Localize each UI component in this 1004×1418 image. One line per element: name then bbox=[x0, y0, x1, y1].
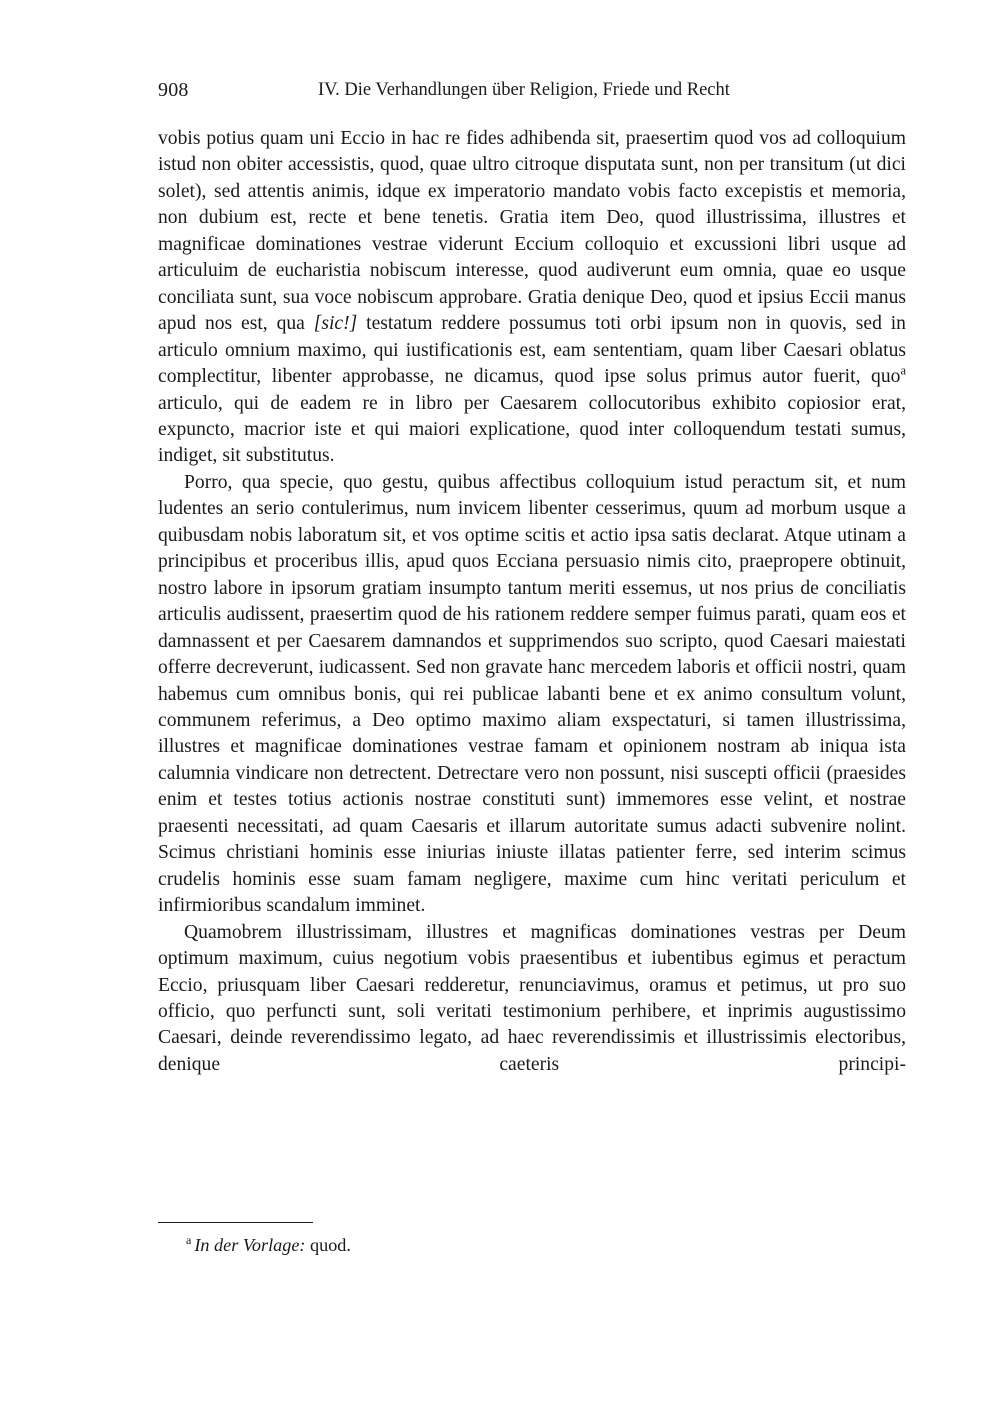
running-title: IV. Die Verhandlungen über Religion, Friede und Recht bbox=[318, 80, 730, 100]
footnote-text: quod. bbox=[305, 1235, 351, 1255]
footnote-item-a bbox=[158, 1233, 906, 1258]
paragraph-1-text-after-note: articulo, qui de eadem re in libro per Caesarem collocutoribus exhibito copiosior erat, expuncto, macrior iste et qui maiori explicatione, quod inter colloquendum testati sumus, indiget, sit substitutus. bbox=[158, 392, 906, 467]
footnote-reference-a[interactable]: a bbox=[900, 363, 906, 378]
paragraph-3: Quamobrem illustrissimam, illustres et magnificas dominationes vestras per Deum optimum maximum, cuius negotium vobis praesentibus et iubentibus egimus et peractum Eccio, priusquam liber Caesari redderetur, renunciavimus, oramus et petimus, ut pro suo officio, quo perfuncti sunt, soli veritati testimonium perhibere, et inprimis augustissimo Caesari, deinde reverendissimo legato, ad haec reverendissimis et illustrissimis electoribus, denique caeteris principi- bbox=[158, 921, 906, 1075]
paragraph-1-text-before-sic: vobis potius quam uni Eccio in hac re fides adhibenda sit, praesertim quod vos ad colloquium istud non obiter accessistis, quod, quae ultro citroque disputata sunt, non per transitum (ut dici solet), sed attentis animis, idque ex imperatorio mandato vobis facto excepistis et memoria, non dubium est, recte et bene tenetis. Gratia item Deo, quod illustrissima, illustres et magnificae dominationes vestrae viderunt Eccium colloquio et excussioni libri usque ad articuluim de eucharistia nobiscum interesse, quod audiverunt eum omnia, quae eo usque conciliata sunt, sua voce nobiscum approbare. Gratia denique Deo, quod et ipsius Eccii manus apud nos est, qua bbox=[158, 128, 906, 335]
paragraph-1-text-after-sic: testatum reddere possumus toti orbi ipsum non in quovis, sed in articulo omnium maximo, qui iustificationis est, eam sententiam, quam liber Caesari oblatus complectitur, libenter approbasse, ne dicamus, quod ipse solus primus autor fuerit, quo bbox=[158, 313, 906, 388]
sic-marker: [sic!] bbox=[313, 313, 358, 335]
footnote-apparatus bbox=[158, 1222, 906, 1258]
footnote-lemma: In der Vorlage: bbox=[194, 1235, 306, 1255]
page-number: 908 bbox=[158, 79, 189, 101]
footnote-marker-a: a bbox=[186, 1232, 192, 1247]
body-text-block bbox=[158, 126, 906, 1078]
paragraph-2: Porro, qua specie, quo gestu, quibus affectibus colloquium istud peractum sit, et num ludentes an serio contulerimus, num invicem libenter cesserimus, quum ad morbum usque a quibusdam nobis laboratum sit, et vos optime scitis et actio ipsa satis declarat. Atque utinam a principibus et proceribus illis, apud quos Ecciana persuasio nimis cito, praepropere obtinuit, nostro labore in ipsorum gratiam insumpto tantum meriti essemus, ut nos prius de conciliatis articulis audissent, praesertim quod de his rationem reddere semper fuimus parati, quam eos et damnassent et per Caesarem damnandos et supprimendos suo scripto, quod Caesari maiestati offerre decreverunt, iudicassent. Sed non gravate hanc mercedem laboris et officii nostri, quam habemus cum omnibus bonis, qui rei publicae labanti bene et ex animo consultum volunt, communem referimus, a Deo optimo maximo aliam exspectaturi, si tamen illustrissima, illustres et magnificae dominationes vestrae famam et opinionem nostram ab iniqua ista calumnia vindicare non detrectent. Detrectare vero non possunt, nisi suscepti officii (praesides enim et testes totius actionis nostrae constituti sunt) immemores esse velint, et nostrae praesenti necessitati, ad quam Caesaris et illarum autoritate sumus adacti subvenire nolint. Scimus christiani hominis esse iniurias iniuste illatas patienter ferre, sed interim scimus crudelis hominis esse suam famam negligere, maxime cum hinc veritati periculum et infirmioribus scandalum imminet. bbox=[158, 471, 906, 917]
paragraph-1 bbox=[158, 126, 906, 470]
footnote-separator-rule bbox=[158, 1222, 313, 1223]
running-head bbox=[158, 76, 905, 104]
